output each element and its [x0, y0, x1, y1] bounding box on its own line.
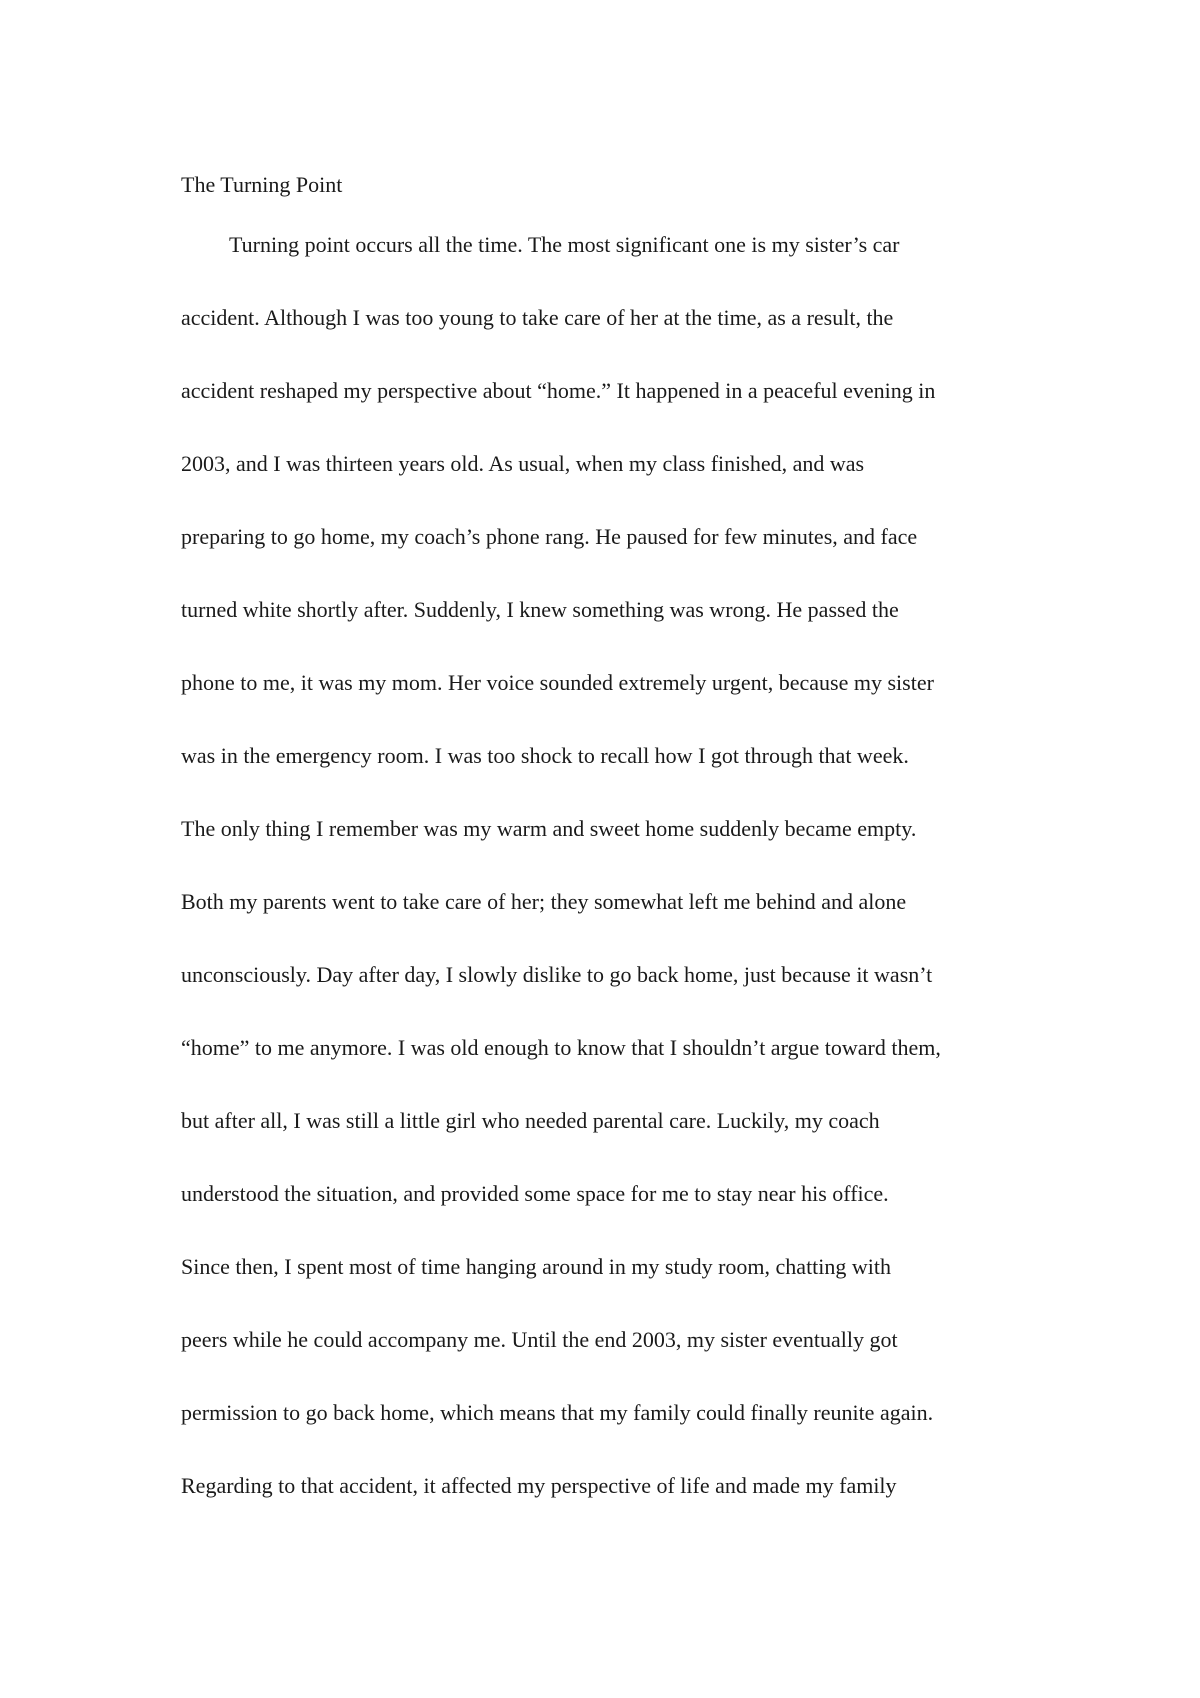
document-title: The Turning Point: [181, 172, 343, 197]
text-line: but after all, I was still a little girl who needed parental care. Luckily, my coach: [181, 1108, 880, 1133]
text-line: unconsciously. Day after day, I slowly dislike to go back home, just because it wasn’t: [181, 962, 933, 987]
text-line: Turning point occurs all the time. The most significant one is my sister’s car: [229, 232, 900, 257]
text-line: Since then, I spent most of time hanging around in my study room, chatting with: [181, 1254, 892, 1279]
text-line: peers while he could accompany me. Until the end 2003, my sister eventually got: [181, 1327, 898, 1352]
text-line: phone to me, it was my mom. Her voice sounded extremely urgent, because my sister: [181, 670, 934, 695]
text-line: turned white shortly after. Suddenly, I knew something was wrong. He passed the: [181, 597, 899, 622]
text-line: was in the emergency room. I was too shock to recall how I got through that week.: [181, 743, 909, 768]
text-line: Regarding to that accident, it affected my perspective of life and made my family: [181, 1473, 897, 1498]
text-line: 2003, and I was thirteen years old. As usual, when my class finished, and was: [181, 451, 865, 476]
text-line: accident. Although I was too young to take care of her at the time, as a result, the: [181, 305, 894, 330]
text-line: understood the situation, and provided some space for me to stay near his office.: [181, 1181, 889, 1206]
text-line: Both my parents went to take care of her; they somewhat left me behind and alone: [181, 889, 907, 914]
text-line: permission to go back home, which means that my family could finally reunite again.: [181, 1400, 934, 1425]
text-line: The only thing I remember was my warm and sweet home suddenly became empty.: [181, 816, 917, 841]
document-content: [181, 168, 1031, 1498]
text-line: accident reshaped my perspective about “home.” It happened in a peaceful evening in: [181, 378, 936, 403]
text-line: “home” to me anymore. I was old enough to know that I shouldn’t argue toward them,: [181, 1035, 941, 1060]
text-line: preparing to go home, my coach’s phone rang. He paused for few minutes, and face: [181, 524, 918, 549]
essay-body: [181, 234, 1031, 1548]
